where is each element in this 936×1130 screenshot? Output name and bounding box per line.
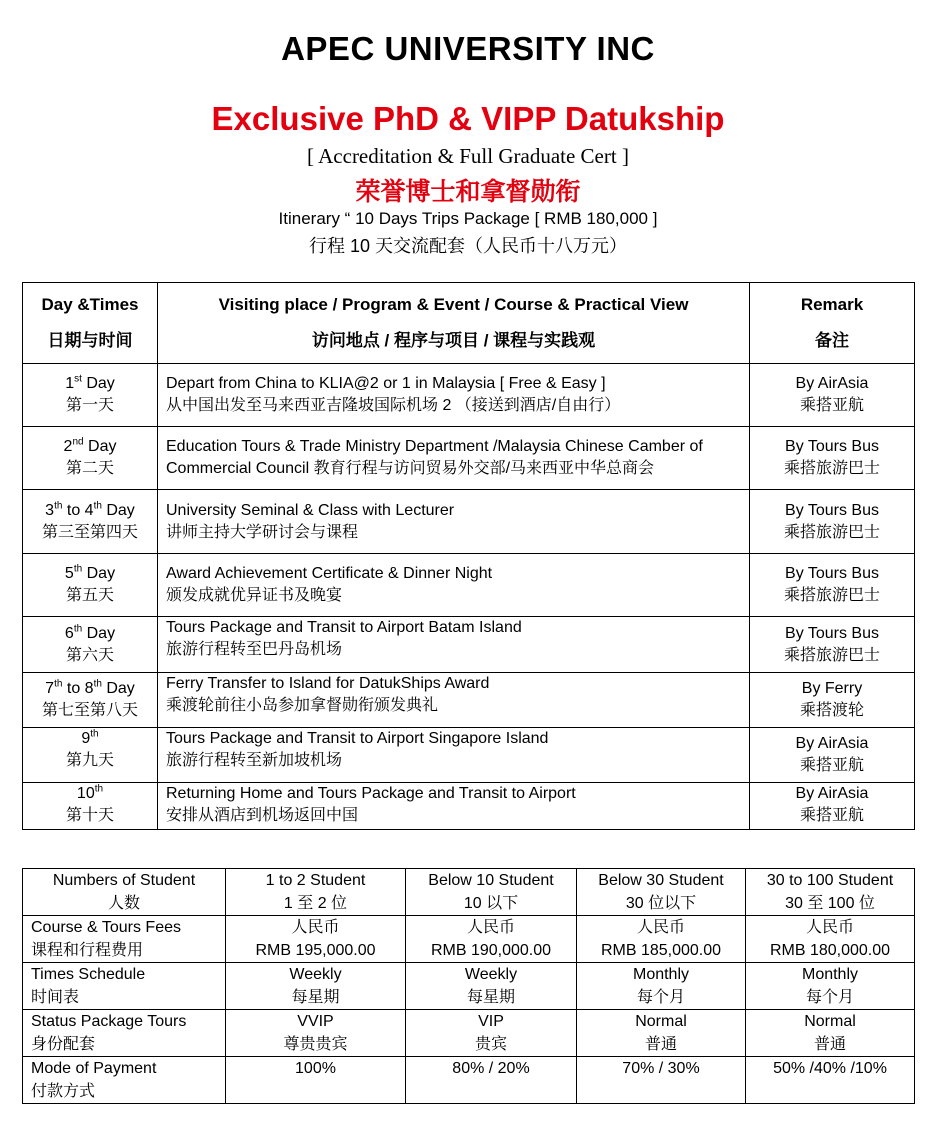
pricing-cell (577, 963, 746, 1010)
table-row (23, 490, 915, 554)
day-cell (23, 364, 158, 427)
description-cn: 旅游行程转至新加坡机场 (166, 752, 343, 769)
description-cn: 颁发成就优异证书及晚宴 (166, 587, 343, 604)
remark-en: By Tours Bus (785, 501, 879, 519)
cell-line-2: RMB 190,000.00 (430, 942, 552, 959)
description-en: Depart from China to KLIA@2 or 1 in Malaysia [ Free & Easy ] (166, 375, 606, 392)
table-row (23, 364, 915, 427)
description-cell (158, 728, 750, 783)
cell-line-1: Weekly (289, 966, 342, 983)
remark-en: By AirAsia (795, 785, 869, 802)
cell-line-2: 尊贵贵宾 (283, 1036, 348, 1053)
pricing-row (23, 1057, 915, 1104)
description-cn: 讲师主持大学研讨会与课程 (166, 523, 359, 541)
row-label-cn: 人数 (107, 895, 140, 912)
header-day-en: Day &Times (41, 295, 139, 314)
cell-line-2: 每个月 (636, 989, 685, 1006)
table-row (23, 554, 915, 617)
table-row (23, 783, 915, 830)
cell-line-1: 50% /40% /10% (773, 1060, 887, 1077)
pricing-cell (226, 869, 406, 916)
itinerary-line-chinese: 行程 10 天交流配套（人民币十八万元） (308, 236, 628, 256)
cell-line-2: 每星期 (466, 989, 515, 1006)
cell-line-1: 人民币 (636, 919, 685, 936)
day-label: 7th to 8th Day (45, 678, 135, 697)
remark-cn: 乘搭亚航 (799, 757, 864, 774)
remark-cn: 乘搭渡轮 (799, 702, 864, 719)
remark-cn: 乘搭亚航 (799, 397, 864, 414)
cell-line-1: 80% / 20% (452, 1060, 530, 1077)
subtitle: [ Accreditation & Full Graduate Cert ] (307, 144, 629, 168)
description-cell (158, 617, 750, 673)
header-visit-cell (158, 283, 750, 364)
row-label-cn: 课程和行程费用 (31, 942, 144, 959)
description-en: Education Tours & Trade Ministry Department /Malaysia Chinese Camber of (166, 438, 703, 455)
description-en: Ferry Transfer to Island for DatukShips Award (166, 675, 490, 692)
remark-cell (750, 728, 915, 783)
description-en: University Seminal & Class with Lecturer (166, 501, 455, 519)
header-remark-cell (750, 283, 915, 364)
pricing-cell (226, 963, 406, 1010)
itinerary-line: Itinerary “ 10 Days Trips Package [ RMB 180,000 ] (278, 209, 658, 228)
row-label-cell (23, 869, 226, 916)
remark-cn: 乘搭旅游巴士 (783, 523, 880, 541)
row-label-cell (23, 1057, 226, 1104)
description-cell (158, 427, 750, 490)
table-row (23, 673, 915, 728)
day-cell (23, 554, 158, 617)
day-cell (23, 783, 158, 830)
row-label-cn: 身份配套 (31, 1036, 96, 1053)
itinerary-table (22, 282, 915, 830)
cell-line-2: 1 至 2 位 (283, 895, 348, 912)
remark-cell (750, 554, 915, 617)
description-cn: 从中国出发至马来西亚吉隆坡国际机场 2 （接送到酒店/自由行） (166, 397, 621, 414)
description-en: Tours Package and Transit to Airport Singapore Island (166, 730, 549, 747)
pricing-cell (577, 1057, 746, 1104)
pricing-cell (406, 869, 577, 916)
remark-cn: 乘搭旅游巴士 (783, 587, 880, 604)
cell-line-1: VIP (478, 1013, 504, 1030)
description-cn: Commercial Council 教育行程与访问贸易外交部/马来西亚中华总商会 (166, 460, 655, 477)
day-label-cn: 第七至第八天 (41, 702, 138, 719)
pricing-cell (577, 916, 746, 963)
day-label: 10th (76, 783, 104, 802)
day-label-cn: 第九天 (65, 752, 114, 769)
cell-line-2: 10 以下 (463, 895, 519, 912)
day-label: 3th to 4th Day (45, 500, 135, 519)
day-cell (23, 427, 158, 490)
row-label-cell (23, 916, 226, 963)
row-label-cn: 时间表 (31, 989, 80, 1006)
day-label-cn: 第六天 (65, 646, 114, 664)
cell-line-1: Below 10 Student (428, 872, 554, 889)
remark-cell (750, 490, 915, 554)
pricing-cell (406, 916, 577, 963)
cell-line-2: RMB 185,000.00 (600, 942, 722, 959)
pricing-row (23, 1010, 915, 1057)
day-label-cn: 第二天 (65, 460, 114, 477)
description-en: Returning Home and Tours Package and Transit to Airport (166, 785, 576, 802)
cell-line-2: 贵宾 (474, 1036, 507, 1053)
row-label-en: Course & Tours Fees (31, 919, 181, 936)
cell-line-1: 人民币 (805, 919, 854, 936)
cell-line-1: Weekly (464, 966, 518, 983)
remark-cell (750, 427, 915, 490)
pricing-cell (406, 1057, 577, 1104)
page-title: Exclusive PhD & VIPP Datukship (211, 100, 725, 137)
day-label: 6th Day (64, 623, 116, 642)
pricing-cell (746, 1010, 915, 1057)
description-cell (158, 490, 750, 554)
remark-en: By Tours Bus (785, 438, 879, 455)
pricing-cell (577, 1010, 746, 1057)
description-cell (158, 673, 750, 728)
title-chinese: 荣誉博士和拿督勋衔 (355, 178, 581, 206)
row-label-cell (23, 1010, 226, 1057)
cell-line-2: RMB 180,000.00 (769, 942, 891, 959)
cell-line-2: 每星期 (291, 989, 340, 1006)
pricing-table (22, 868, 915, 1104)
header-day-cell (23, 283, 158, 364)
remark-en: By Tours Bus (785, 565, 879, 582)
day-cell (23, 617, 158, 673)
day-label-cn: 第三至第四天 (41, 523, 138, 541)
pricing-cell (406, 1010, 577, 1057)
remark-cell (750, 364, 915, 427)
header-day-cn: 日期与时间 (47, 331, 133, 350)
day-cell (23, 673, 158, 728)
row-label-cell (23, 963, 226, 1010)
remark-cell (750, 617, 915, 673)
table-row (23, 617, 915, 673)
header-remark-cn: 备注 (815, 331, 849, 350)
cell-line-1: 人民币 (466, 919, 515, 936)
cell-line-2: 30 位以下 (625, 895, 697, 912)
day-cell (23, 490, 158, 554)
pricing-row (23, 869, 915, 916)
cell-line-1: VVIP (297, 1013, 334, 1030)
remark-cell (750, 783, 915, 830)
remark-cn: 乘搭旅游巴士 (783, 646, 880, 664)
remark-cn: 乘搭亚航 (799, 807, 864, 824)
org-name: APEC UNIVERSITY INC (281, 30, 655, 67)
pricing-cell (226, 1057, 406, 1104)
pricing-cell (746, 1057, 915, 1104)
pricing-cell (226, 1010, 406, 1057)
day-label: 5th Day (64, 563, 116, 582)
description-en: Tours Package and Transit to Airport Batam Island (166, 619, 522, 636)
cell-line-1: 100% (295, 1060, 336, 1077)
remark-en: By AirAsia (795, 735, 869, 752)
cell-line-1: 人民币 (291, 919, 340, 936)
cell-line-1: Monthly (801, 966, 859, 983)
day-label-cn: 第五天 (65, 587, 114, 604)
header-remark-en: Remark (800, 295, 864, 314)
remark-en: By Ferry (801, 680, 863, 697)
description-cn: 旅游行程转至巴丹岛机场 (166, 641, 343, 658)
pricing-cell (746, 869, 915, 916)
pricing-cell (746, 916, 915, 963)
pricing-row (23, 916, 915, 963)
row-label-en: Mode of Payment (31, 1060, 157, 1077)
pricing-cell (746, 963, 915, 1010)
description-en: Award Achievement Certificate & Dinner Night (166, 565, 493, 582)
day-label-cn: 第一天 (65, 397, 114, 414)
row-label-en: Times Schedule (31, 966, 146, 983)
cell-line-2: 普通 (644, 1036, 677, 1053)
cell-line-1: 1 to 2 Student (265, 872, 366, 889)
row-label-cn: 付款方式 (31, 1083, 96, 1100)
row-label-en: Numbers of Student (52, 872, 196, 889)
cell-line-1: 70% / 30% (622, 1060, 700, 1077)
description-cn: 安排从酒店到机场返回中国 (166, 807, 359, 824)
table-row (23, 427, 915, 490)
cell-line-1: 30 to 100 Student (766, 872, 894, 889)
cell-line-1: Monthly (632, 966, 690, 983)
description-cn: 乘渡轮前往小岛参加拿督勋衔颁发典礼 (166, 697, 439, 714)
day-label: 9th (81, 728, 99, 747)
description-cell (158, 783, 750, 830)
remark-cell (750, 673, 915, 728)
cell-line-2: 30 至 100 位 (785, 895, 875, 912)
header-visit-cn: 访问地点 / 程序与项目 / 课程与实践观 (311, 331, 596, 350)
description-cell (158, 364, 750, 427)
day-label: 2nd Day (63, 436, 117, 455)
table-row (23, 728, 915, 783)
day-label: 1st Day (65, 373, 115, 392)
description-cell (158, 554, 750, 617)
day-label-cn: 第十天 (65, 807, 114, 824)
itinerary-header-row (23, 283, 915, 364)
cell-line-2: RMB 195,000.00 (255, 942, 376, 959)
remark-en: By Tours Bus (785, 624, 879, 642)
row-label-en: Status Package Tours (31, 1013, 187, 1030)
pricing-cell (577, 869, 746, 916)
pricing-row (23, 963, 915, 1010)
header-visit-en: Visiting place / Program & Event / Course & Practical View (218, 295, 689, 314)
cell-line-1: Normal (635, 1013, 687, 1030)
day-cell (23, 728, 158, 783)
cell-line-2: 每个月 (805, 989, 854, 1006)
cell-line-1: Below 30 Student (598, 872, 724, 889)
remark-en: By AirAsia (795, 375, 869, 392)
remark-cn: 乘搭旅游巴士 (783, 460, 880, 477)
pricing-cell (226, 916, 406, 963)
cell-line-1: Normal (804, 1013, 856, 1030)
cell-line-2: 普通 (813, 1036, 846, 1053)
pricing-cell (406, 963, 577, 1010)
